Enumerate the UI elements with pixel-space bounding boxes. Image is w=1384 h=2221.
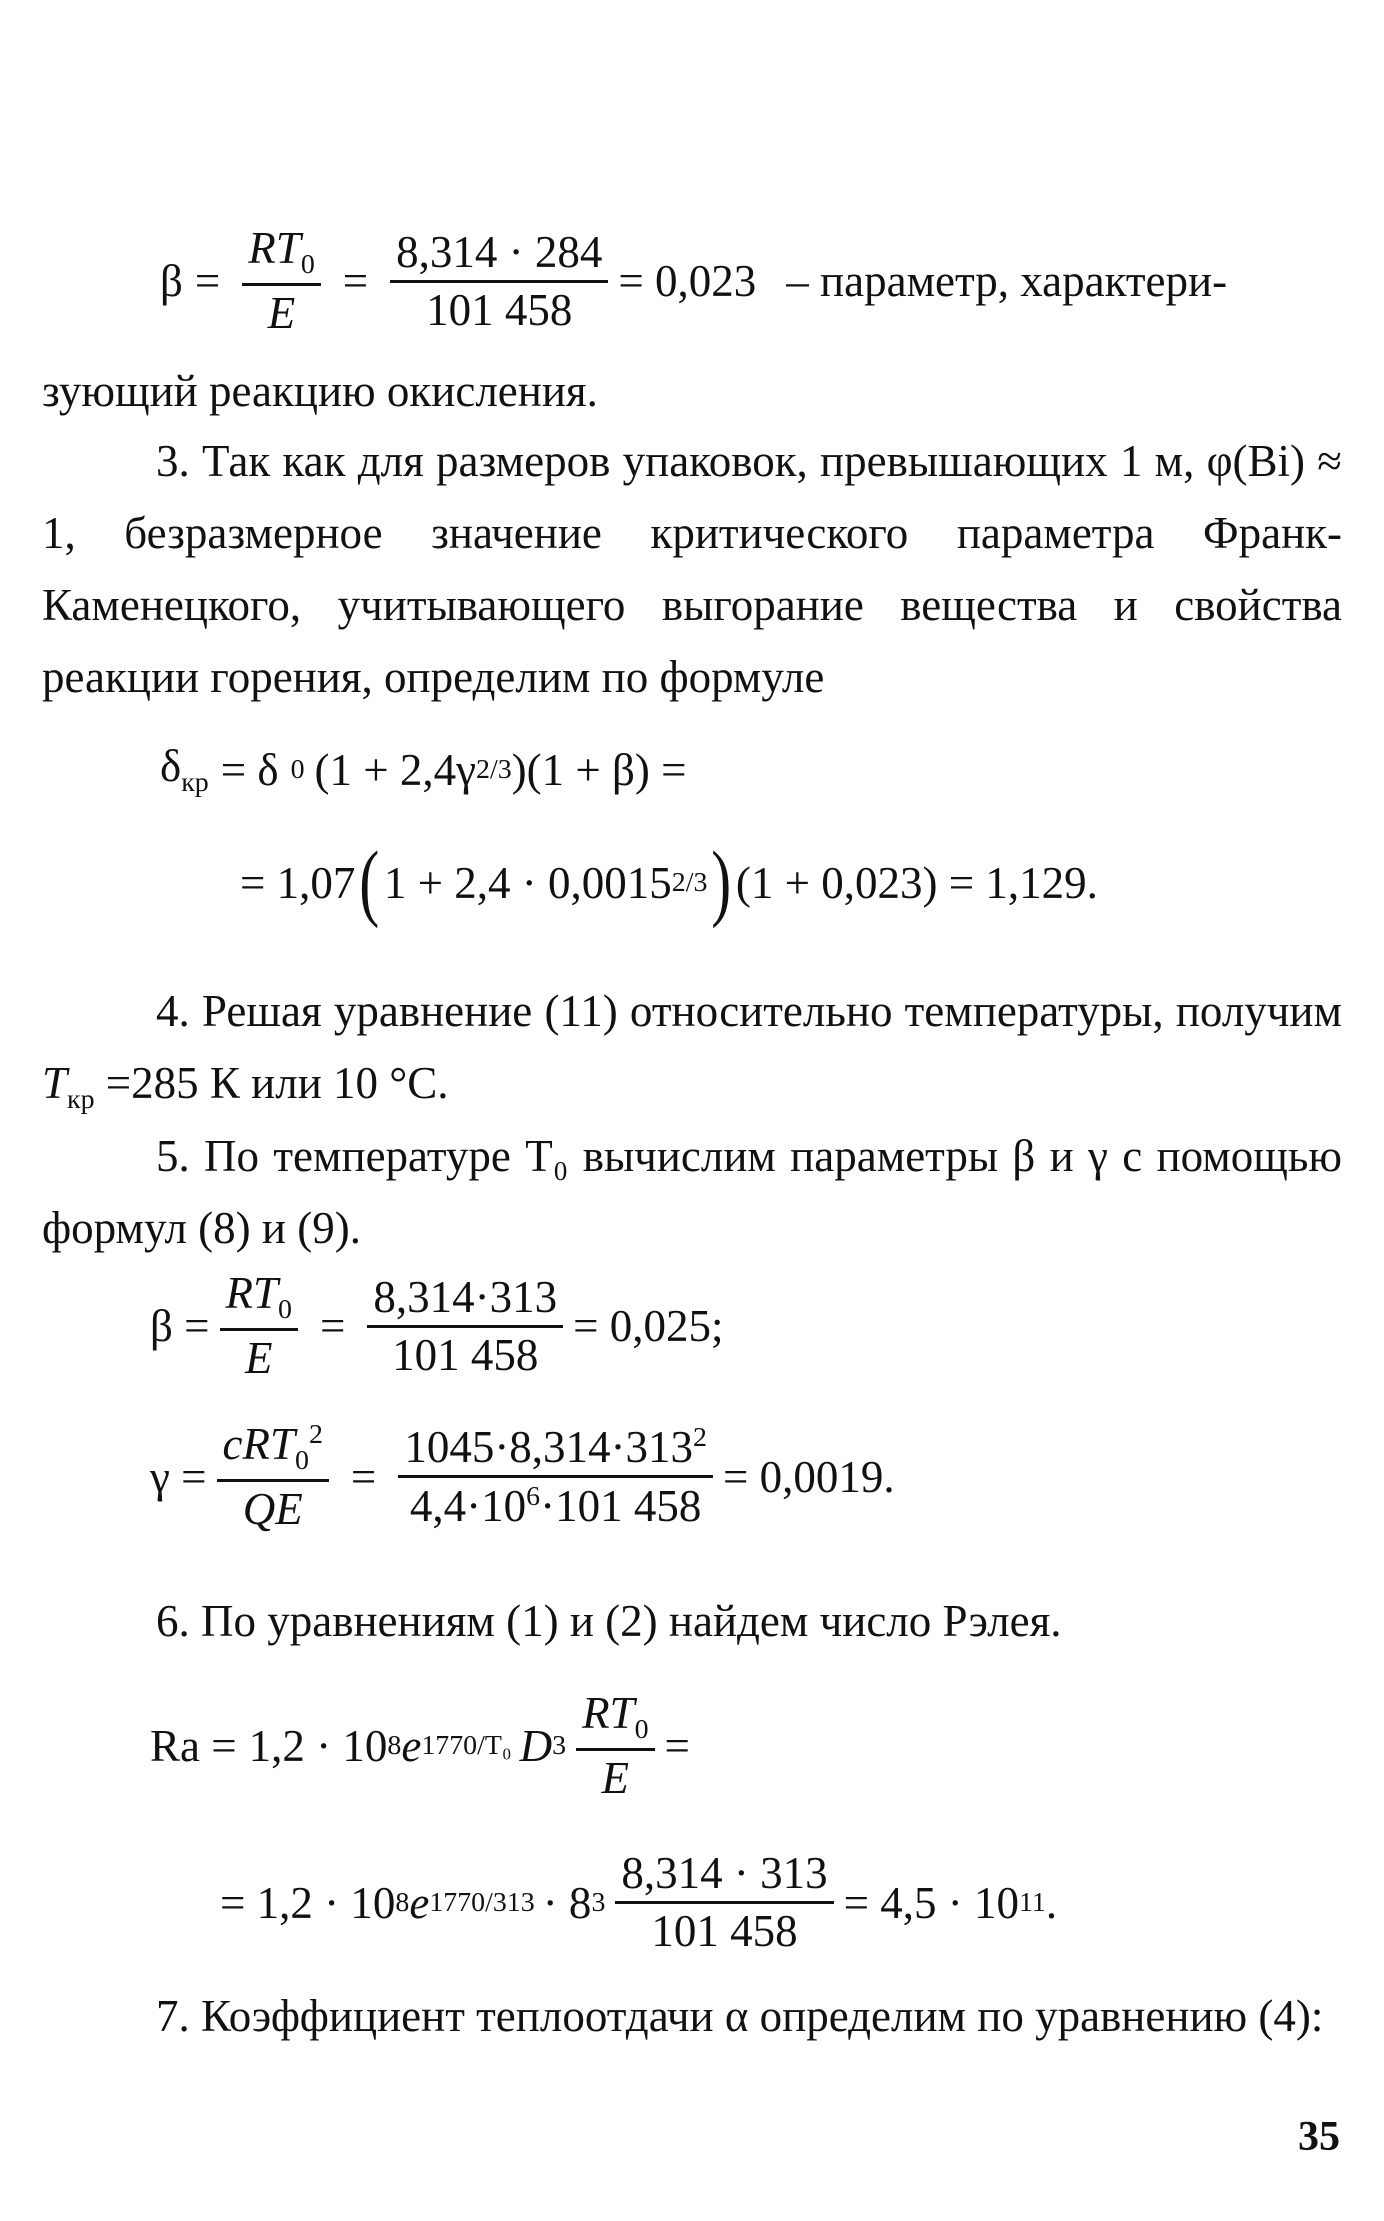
equation-beta-1: β = $\frac{RT_0}{E}$ = $\frac{8,314 \cdot 284}{101 458}$ = 0,023 – параметр, характери- xyxy=(160,223,1228,339)
equation-ra-line2: = 1,2 · 10 8 e 1770/313 · 8 3 $\frac{8,314 \cdot 313}{101 458}$ = 4,5 · 10 11 . xyxy=(220,1848,1058,1957)
paragraph-4: 4. Решая уравнение (11) относительно температуры, получим $T_{кр} =285$ К или 10 °С. xyxy=(42,986,1342,1115)
paragraph-7: 7. Коэффициент теплоотдачи α определим по уравнению (4): xyxy=(156,1991,1324,2041)
equation-delta-line1: $\delta_{кр}$ = δ 0 (1 + 2,4γ 2/3 )(1 + β) = xyxy=(160,741,687,798)
equation-beta-2: β = $\frac{RT_0}{E}$ = $\frac{8,314\cdot 313}{101 458}$ = 0,025; xyxy=(150,1268,724,1384)
paragraph-5: 5. По температуре T₀ вычислим параметры β и γ с помощью формул (8) и (9). xyxy=(42,1131,1342,1253)
paragraph-3: 3. Так как для размеров упаковок, превышающих 1 м, φ(Bi) ≈ 1, безразмерное значение критического параметра Франк-Каменецкого, учитывающего выгорание вещества и свойства реакции горения, определим по формуле xyxy=(42,436,1342,702)
equation-delta-line2: = 1,07 ( 1 + 2,4 · 0,0015 2/3 ) (1 + 0,023) = 1,129. xyxy=(240,835,1098,929)
equation-ra-line1: Ra = 1,2 · 10 8 e 1770/T₀ D 3 $\frac{RT_0}{E}$ = xyxy=(150,1688,690,1804)
fraction: $\frac{8,314 \cdot 284}{101 458}$ xyxy=(390,229,608,335)
fraction: $\frac{RT_0}{E}$ xyxy=(242,225,320,338)
equation-gamma: γ = $\frac{cRT_0^2}{QE}$ = $\frac{1045\cdot 8,314\cdot 313^2}{4,4\cdot 10^6\cdot 101 458}$ = 0,0019. xyxy=(150,1419,895,1535)
paragraph-6: 6. По уравнениям (1) и (2) найдем число Рэлея. xyxy=(156,1596,1062,1646)
page-number: 35 xyxy=(1298,2114,1340,2160)
paragraph-text: зующий реакцию окисления. xyxy=(42,366,598,416)
paragraph-text: – параметр, характери- xyxy=(786,256,1228,307)
